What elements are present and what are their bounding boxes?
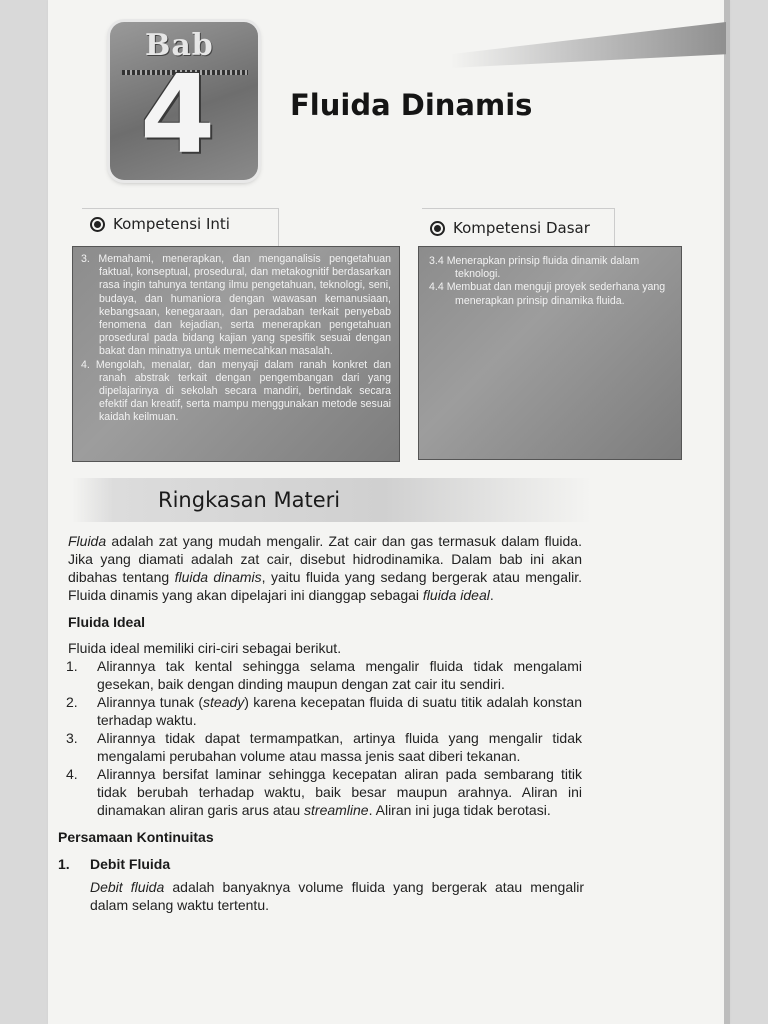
list-text: Alirannya tak kental sehingga selama mengalir fluida tidak mengalami gesekan, baik dengan dinding maupun dengan zat cair itu sendiri.	[97, 658, 582, 692]
list-number: 3.	[66, 730, 78, 746]
definition-term: Debit fluida	[90, 879, 165, 895]
list-text: Alirannya tunak (steady) karena kecepatan fluida di suatu titik adalah konstan terhadap waktu.	[97, 694, 582, 728]
intro-text: , yaitu fluida yang sedang bergerak atau mengalir. Fluida dinamis yang akan dipelajari ini dianggap sebagai	[68, 569, 582, 603]
item-number: 3.	[81, 253, 90, 265]
list-item	[66, 729, 582, 765]
kompetensi-dasar-title: Kompetensi Dasar	[453, 219, 590, 237]
fluida-ideal-heading: Fluida Ideal	[68, 614, 146, 630]
list-number: 2.	[66, 694, 78, 710]
kontinuitas-heading: Persamaan Kontinuitas	[58, 829, 214, 845]
section-title: Ringkasan Materi	[158, 488, 341, 512]
kompetensi-inti-title: Kompetensi Inti	[113, 215, 230, 233]
debit-number: 1.	[58, 856, 70, 872]
intro-text: adalah zat yang mudah mengalir. Zat cair dan gas termasuk dalam fluida. Jika yang diamati adalah zat cair, disebut hidrodinamika. Dalam bab ini akan dibahas tentang	[68, 533, 582, 585]
intro-term: Fluida	[68, 533, 107, 549]
page-edge	[724, 0, 730, 1024]
item-number: 4.4	[429, 281, 444, 294]
list-text: Alirannya tidak dapat termampatkan, artinya fluida yang mengalir tidak mengalami perubahan volume atau massa jenis saat diberi tekanan.	[97, 730, 582, 764]
chapter-number: 4	[140, 53, 216, 178]
list-text: Alirannya bersifat laminar sehingga kecepatan aliran pada sembarang titik tidak berubah terhadap waktu, baik besar maupun arahnya. Aliran ini dinamakan aliran garis arus atau streamline. Aliran ini juga tidak berotasi.	[97, 766, 582, 818]
item-text: Membuat dan menguji proyek sederhana yang menerapkan prinsip dinamika fluida.	[446, 281, 666, 307]
definition-text: adalah banyaknya volume fluida yang bergerak atau mengalir dalam selang waktu tertentu.	[90, 879, 584, 913]
kompetensi-dasar-header	[430, 219, 590, 237]
item-number: 4.	[81, 358, 90, 371]
kompetensi-inti-item	[81, 253, 391, 359]
bullet-circle-icon	[90, 217, 105, 232]
list-item	[66, 657, 582, 693]
kompetensi-dasar-item	[429, 255, 671, 281]
intro-text: .	[489, 587, 494, 603]
fluida-ideal-lead: Fluida ideal memiliki ciri-ciri sebagai berikut.	[68, 640, 342, 656]
kompetensi-inti-header	[90, 215, 230, 233]
fluida-ideal-list	[66, 657, 582, 819]
item-text: Menerapkan prinsip fluida dinamik dalam teknologi.	[446, 255, 640, 281]
kompetensi-inti-item	[81, 359, 391, 425]
chapter-label: Bab	[145, 28, 214, 63]
intro-paragraph	[68, 532, 582, 604]
intro-term: fluida ideal	[422, 587, 490, 603]
list-item	[66, 765, 582, 819]
list-number: 4.	[66, 766, 78, 782]
chapter-title: Fluida Dinamis	[290, 88, 533, 122]
list-item	[66, 693, 582, 729]
item-text: Mengolah, menalar, dan menyaji dalam ranah konkret dan ranah abstrak terkait dengan pengembangan dari yang dipelajarinya di sekolah secara mandiri, bertindak secara efektif dan kreatif, serta mampu menggunakan metode sesuai kaidah keilmuan.	[95, 358, 391, 424]
item-text: Memahami, menerapkan, dan menganalisis pengetahuan faktual, konseptual, prosedural, dan metakognitif berdasarkan rasa ingin tahunya tentang ilmu pengetahuan, teknologi, seni, budaya, dan humaniora dengan wawasan kemanusiaan, kebangsaan, kenegaraan, dan peradaban terkait penyebab fenomena dan kejadian, serta menerapkan pengetahuan prosedural pada bidang kajian yang spesifik sesuai dengan bakat dan minatnya untuk memecahkan masalah.	[98, 253, 391, 358]
kompetensi-dasar-panel	[418, 246, 682, 460]
bullet-circle-icon	[430, 221, 445, 236]
kompetensi-inti-panel	[72, 246, 400, 462]
list-number: 1.	[66, 658, 78, 674]
debit-definition	[90, 878, 584, 914]
item-number: 3.4	[429, 255, 444, 267]
intro-term: fluida dinamis	[174, 569, 262, 585]
kompetensi-dasar-item	[429, 281, 671, 307]
debit-heading: Debit Fluida	[90, 856, 171, 872]
